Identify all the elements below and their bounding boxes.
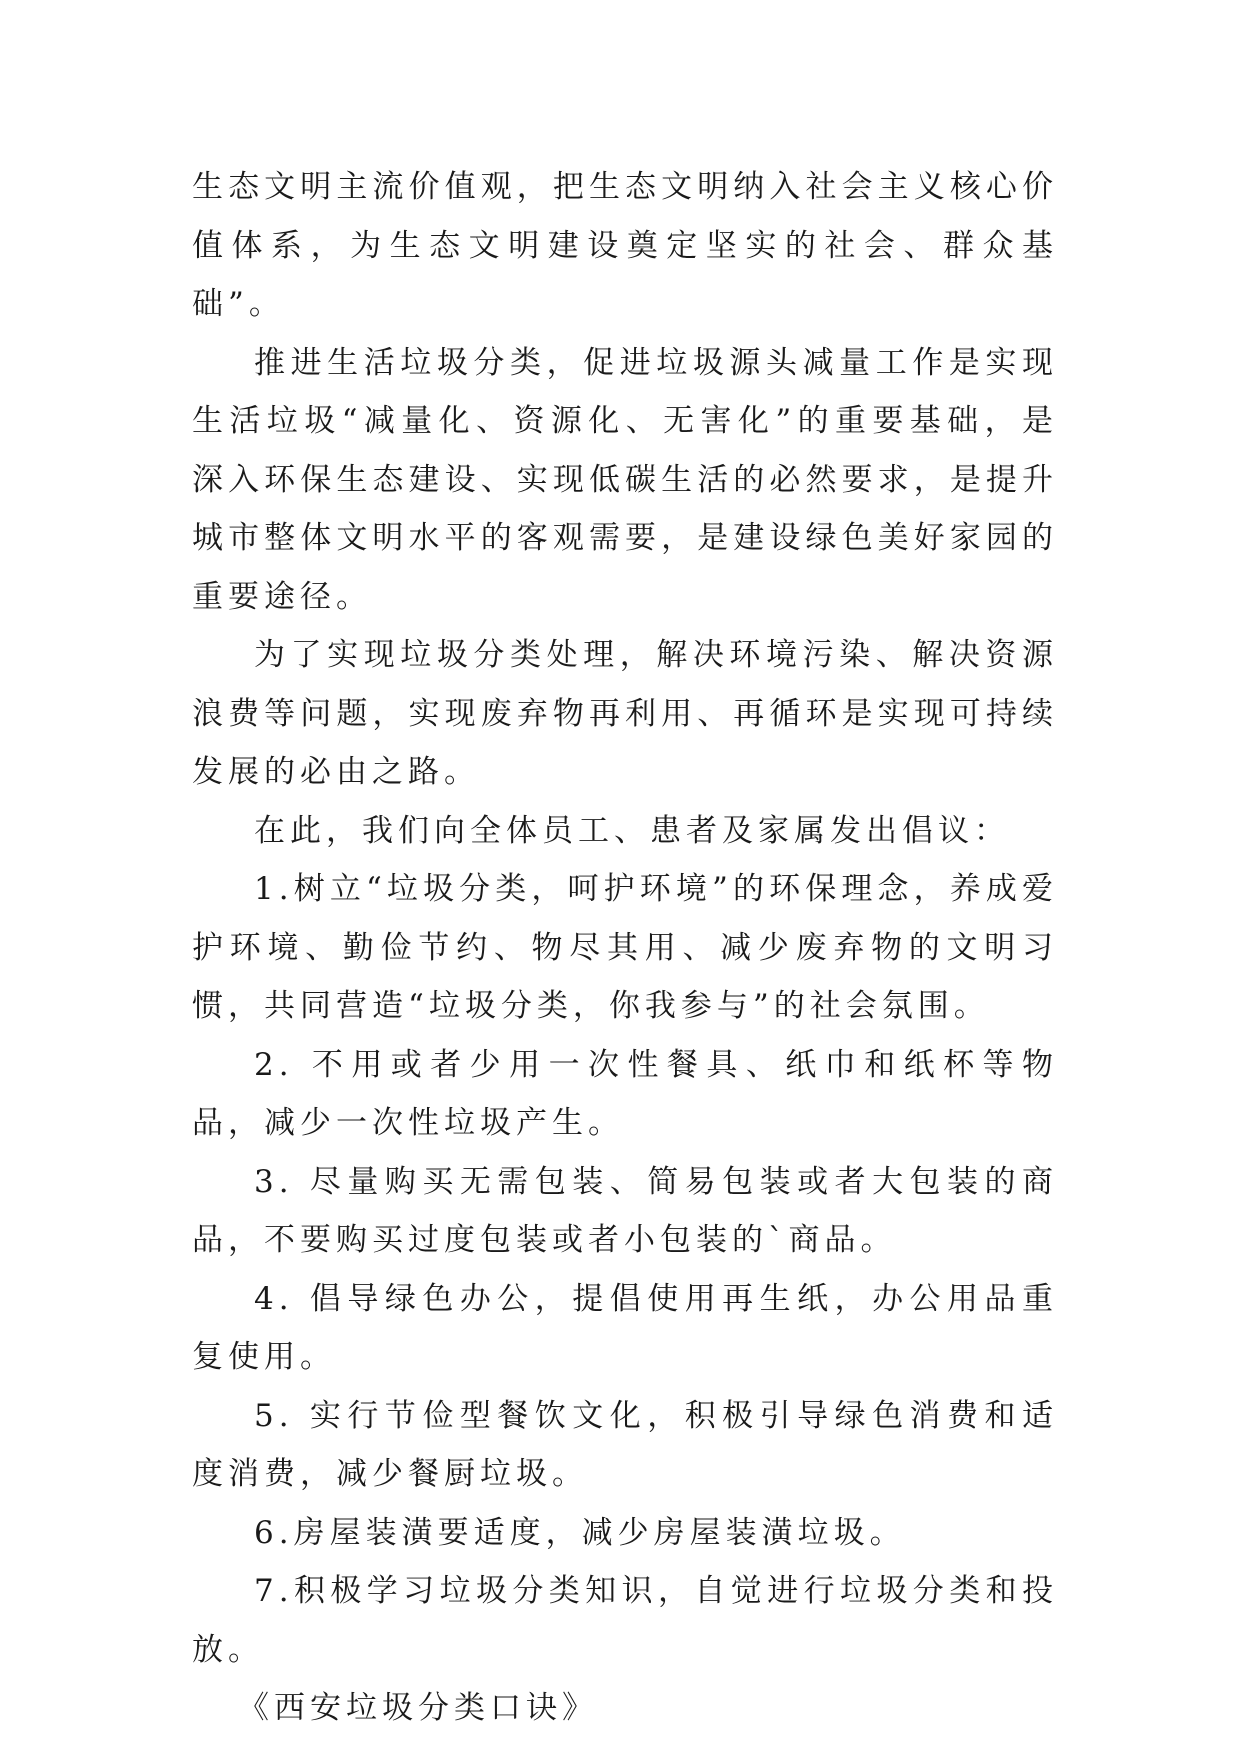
paragraph-2: 推进生活垃圾分类，促进垃圾源头减量工作是实现生活垃圾“减量化、资源化、无害化”的重要基础，是深入环保生态建设、实现低碳生活的必然要求，是提升城市整体文明水平的客观需要，是建设绿色美好家园的重要途径。 <box>192 344 1058 615</box>
paragraph-3: 为了实现垃圾分类处理，解决环境污染、解决资源浪费等问题，实现废弃物再利用、再循环是实现可持续发展的必由之路。 <box>192 637 1058 790</box>
list-item-7: 7.积极学习垃圾分类知识，自觉进行垃圾分类和投放。 <box>192 1573 1058 1668</box>
list-item-4: 4. 倡导绿色办公，提倡使用再生纸，办公用品重复使用。 <box>192 1280 1058 1375</box>
list-item-2: 2. 不用或者少用一次性餐具、纸巾和纸杯等物品，减少一次性垃圾产生。 <box>192 1046 1058 1141</box>
list-item-3: 3. 尽量购买无需包装、简易包装或者大包装的商品，不要购买过度包装或者小包装的`商品。 <box>192 1163 1058 1258</box>
document-body <box>192 158 1058 1738</box>
list-item-5: 5. 实行节俭型餐饮文化，积极引导绿色消费和适度消费，减少餐厨垃圾。 <box>192 1397 1058 1492</box>
list-item-6: 6.房屋装潢要适度，减少房屋装潢垃圾。 <box>254 1514 906 1551</box>
paragraph-1: 生态文明主流价值观，把生态文明纳入社会主义核心价值体系，为生态文明建设奠定坚实的社会、群众基础”。 <box>192 169 1058 322</box>
section-title: 《西安垃圾分类口诀》 <box>238 1690 598 1726</box>
paragraph-4: 在此，我们向全体员工、患者及家属发出倡议： <box>254 812 1010 849</box>
list-item-1: 1.树立“垃圾分类，呵护环境”的环保理念，养成爱护环境、勤俭节约、物尽其用、减少废弃物的文明习惯，共同营造“垃圾分类，你我参与”的社会氛围。 <box>192 871 1058 1024</box>
